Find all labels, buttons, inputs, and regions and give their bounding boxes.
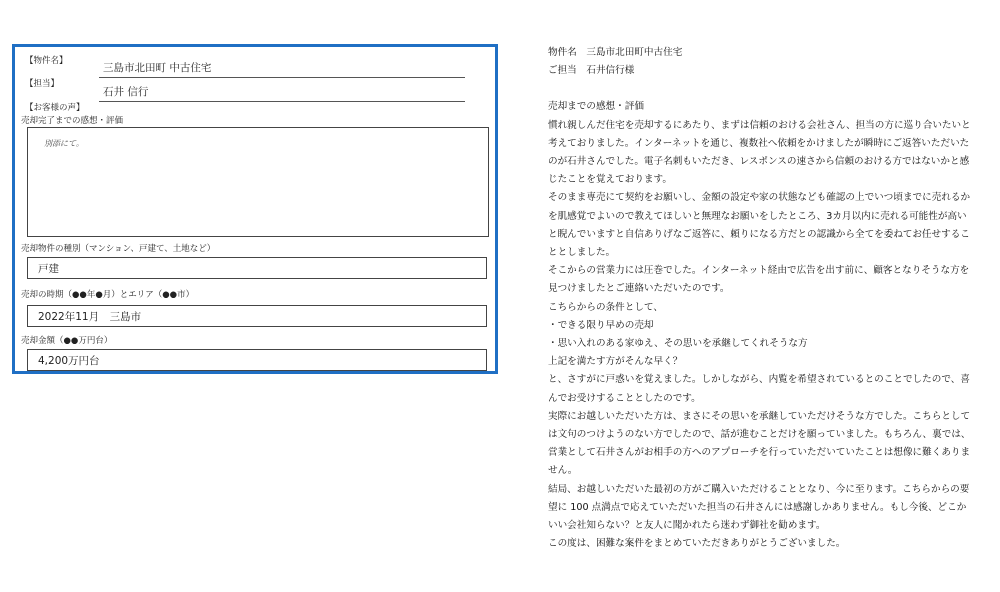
sale-price-box <box>27 349 487 371</box>
property-name-label: 【物件名】 <box>25 56 68 66</box>
article-paragraph: ・思い入れのある家ゆえ、その思いを承継してくれそうな方 <box>548 338 808 350</box>
property-name-value: 三島市北田町 中古住宅 <box>103 62 212 74</box>
article-paragraph: 慣れ親しんだ住宅を売却するにあたり、まずは信頼のおける会社さん、担当の方に巡り合いたいと考えておりました。インターネットを通じ、複数社へ依頼をかけましたが瞬時にご返答いただいたのが石井さんでした。電子名刺もいただき、レスポンスの速さから信頼のおける方ではないかと感じたことを覚えております。 <box>548 119 971 186</box>
spacer <box>548 80 972 98</box>
impression-value: 別添にて。 <box>44 139 84 148</box>
sale-price-label: 売却金額（●●万円台） <box>21 336 113 346</box>
staff-underline <box>99 101 465 102</box>
sale-period-value: 2022年11月 三島市 <box>38 311 142 323</box>
article-paragraph: 結局、お越しいただいた最初の方がご購入いただけることとなり、今に至ります。こちらからの要望に 100 点満点で応えていただいた担当の石井さんには感謝しかありません。もし今後、どこかいい会社知らない？と友人に聞かれたら迷わず御社を勧めます。 <box>548 483 970 532</box>
transcribed-review <box>548 44 972 553</box>
customer-voice-label: 【お客様の声】 <box>25 103 85 113</box>
survey-form-card <box>12 44 498 374</box>
sale-period-label: 売却の時期（●●年●月）とエリア（●●市） <box>21 290 195 300</box>
staff-label: 【担当】 <box>25 79 60 89</box>
impression-label: 売却完了までの感想・評価 <box>21 116 124 126</box>
impression-box <box>27 127 489 237</box>
article-paragraph: 実際にお越しいただいた方は、まさにその思いを承継していただけそうな方でした。こちらとしては文句のつけようのない方でしたので、話が進むことだけを願っていました。もちろん、裏では、営業として石井さんがお相手の方へのアプローチを行っていただいていたことは想像に難くありません。 <box>548 410 971 477</box>
article-heading: 売却までの感想・評価 <box>548 101 644 113</box>
property-name-underline <box>99 77 465 78</box>
article-property-line: 物件名 三島市北田町中古住宅 <box>548 47 683 58</box>
article-paragraph: この度は、困難な案件をまとめていただきありがとうございました。 <box>548 538 846 550</box>
property-type-value: 戸建 <box>38 263 59 275</box>
article-paragraph: ・できる限り早めの売却 <box>548 319 654 331</box>
sale-period-box <box>27 305 487 327</box>
property-type-label: 売却物件の種別（マンション、戸建て、土地など） <box>21 244 216 254</box>
article-staff-line: ご担当 石井信行様 <box>548 65 635 77</box>
article-paragraph: こちらからの条件として、 <box>548 301 663 313</box>
article-paragraph: そこからの営業力には圧巻でした。インターネット経由で広告を出す前に、顧客となりそうな方を見つけましたとご連絡いただいたのです。 <box>548 265 970 295</box>
sale-price-value: 4,200万円台 <box>38 355 100 367</box>
article-paragraph: と、さすがに戸惑いを覚えました。しかしながら、内覧を希望されているとのことでしたので、喜んでお受けすることとしたのです。 <box>548 374 970 404</box>
article-paragraph: 上記を満たす方がそんな早く？ <box>548 356 683 368</box>
property-type-box <box>27 257 487 279</box>
article-paragraph: そのまま専売にて契約をお願いし、金額の設定や家の状態なども確認の上でいつ頃までに売れるかを肌感覚でよいので教えてほしいと無理なお願いをしたところ、3カ月以内に売れる可能性が高いと睨んでいますと自信ありげなご返答に、頼りになる方だとの認識から全てを委ねてお任せすることとしました。 <box>548 192 971 259</box>
staff-value: 石井 信行 <box>103 86 149 98</box>
